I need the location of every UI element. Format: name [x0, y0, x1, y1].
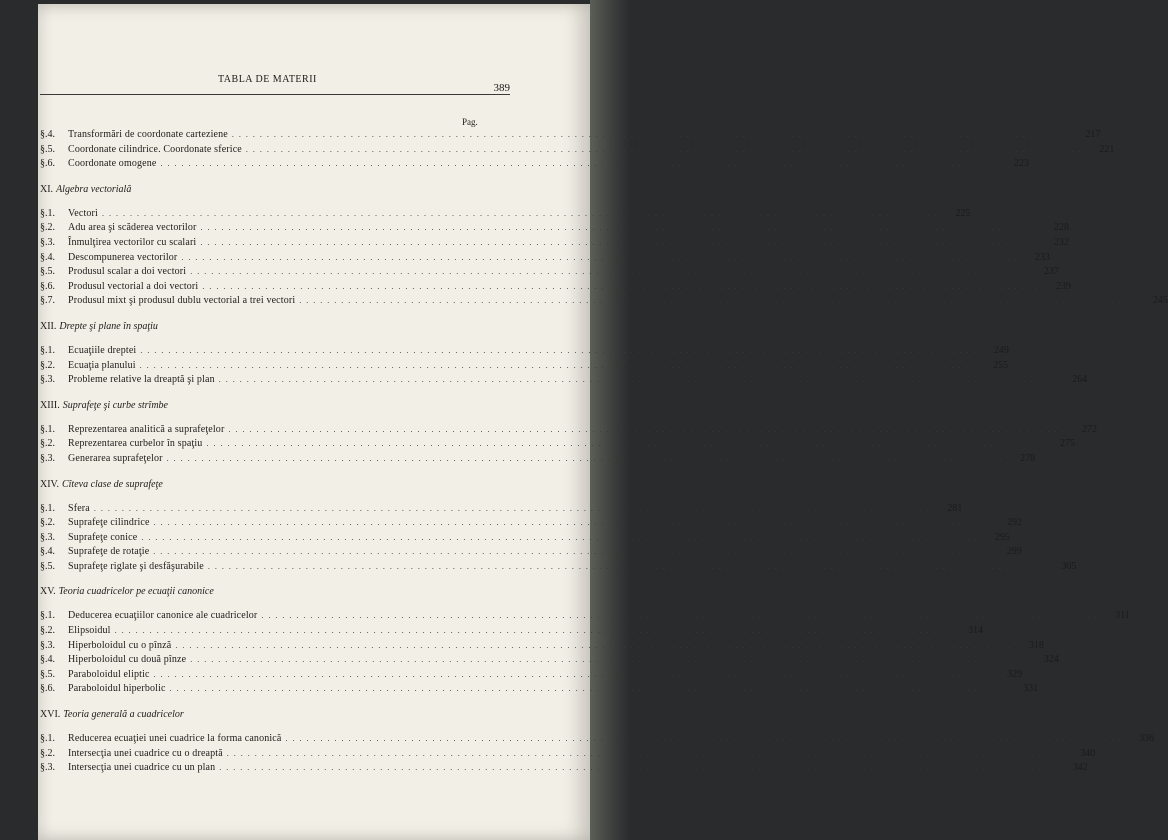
section-title: Adu area şi scăderea vectorilor: [68, 222, 197, 234]
section-title: Deducerea ecuaţiilor canonice ale cuadricelor: [68, 610, 258, 622]
section-page: 237: [1043, 266, 1059, 278]
dot-leader: . . . . . . . . . . . . . . . . . . . . . . . . . . . . . . . . . . . . . . . . . . . . . . . . . . . . . . . . . . . . . . . . . . . . . . . . . . . . . . . . . . . . . . . . . . . . . . . . . . . . . . . . . . . . . . . . . . . . . . . .: [190, 267, 1027, 277]
toc-entry: [40, 373, 1088, 388]
section-page: 336: [1139, 733, 1154, 745]
chapter-heading: [40, 319, 512, 335]
toc-entry: [40, 157, 1030, 172]
section-page: 281: [947, 502, 963, 514]
section-number: §.5.: [40, 143, 55, 155]
dot-leader: . . . . . . . . . . . . . . . . . . . . . . . . . . . . . . . . . . . . . . . . . . . . . . . . . . . . . . . . . . . . . . . . . . . . . . . . . . . . . . . . . . . . . . . . . . . . . . . . . . . . . . . . . . . . . . . . . . . . . . . .: [200, 223, 1037, 233]
chapter-number: XVI.: [40, 709, 61, 721]
toc-entry: [40, 143, 1115, 158]
dot-leader: . . . . . . . . . . . . . . . . . . . . . . . . . . . . . . . . . . . . . . . . . . . . . . . . . . . . . . . . . . . . . . . . . . . . . . . . . . . . . . . . . . . . . . . . . . . . . . . . . . . . . . . . . . . . . . . . . . . . . . . .: [166, 453, 1004, 463]
section-page: 225: [955, 207, 971, 219]
toc-entry: [40, 423, 1097, 438]
section-number: §.4.: [40, 546, 55, 558]
section-title: Sfera: [68, 502, 90, 514]
section-page: 314: [968, 625, 984, 637]
toc-entry: [40, 624, 984, 639]
section-title: Vectori: [68, 207, 98, 219]
section-title: Ecuaţia planului: [68, 359, 136, 371]
section-title: Hiperboloidul cu o pînză: [68, 639, 172, 651]
chapter-heading: [40, 398, 512, 414]
section-title: Hiperboloidul cu două pînze: [68, 654, 187, 666]
dot-leader: . . . . . . . . . . . . . . . . . . . . . . . . . . . . . . . . . . . . . . . . . . . . . . . . . . . . . . . . . . . . . . . . . . . . . . . . . . . . . . . . . . . . . . . . . . . . . . . . . . . . . . . . . . . . . . . . . . . . . . . .: [101, 208, 939, 218]
section-title: Elipsoidul: [68, 625, 111, 637]
section-title: Reprezentarea curbelor în spaţiu: [68, 438, 203, 450]
section-title: Produsul scalar a doi vectori: [68, 266, 187, 278]
section-page: 272: [1081, 423, 1097, 435]
toc-entry: [40, 747, 1096, 762]
section-number: §.2.: [40, 625, 55, 637]
section-page: 278: [1020, 452, 1036, 464]
section-page: 232: [1053, 236, 1069, 248]
dot-leader: . . . . . . . . . . . . . . . . . . . . . . . . . . . . . . . . . . . . . . . . . . . . . . . . . . . . . . . . . . . . . . . . . . . . . . . . . . . . . . . . . . . . . . . . . . . . . . . . . . . . . . . . . . . . . . . . . . . . . . . .: [140, 345, 977, 355]
section-number: §.2.: [40, 359, 55, 371]
section-title: Intersecţia unei cuadrice cu o dreaptă: [68, 747, 223, 759]
toc-entry: [40, 128, 1101, 143]
toc-entry: [40, 280, 1071, 295]
section-title: Paraboloidul hiperbolic: [68, 683, 166, 695]
dot-leader: . . . . . . . . . . . . . . . . . . . . . . . . . . . . . . . . . . . . . . . . . . . . . . . . . . . . . . . . . . . . . . . . . . . . . . . . . . . . . . . . . . . . . . . . . . . . . . . . . . . . . . . . . . . . . . . . . . . . . . . .: [141, 532, 978, 542]
section-title: Intersecţia unei cuadrice cu un plan: [68, 762, 216, 774]
section-title: Coordonate cilindrice. Coordonate sferice: [68, 143, 242, 155]
dot-leader: . . . . . . . . . . . . . . . . . . . . . . . . . . . . . . . . . . . . . . . . . . . . . . . . . . . . . . . . . . . . . . . . . . . . . . . . . . . . . . . . . . . . . . . . . . . . . . . . . . . . . . . . . . . . . . . . . . . . . . . .: [285, 734, 1122, 744]
section-title: Reducerea ecuaţiei unei cuadrice la forma canonică: [68, 733, 282, 745]
section-title: Probleme relative la dreaptă şi plan: [68, 374, 215, 386]
section-number: §.4.: [40, 251, 55, 263]
section-number: §.6.: [40, 683, 55, 695]
section-number: §.5.: [40, 560, 55, 572]
dot-leader: . . . . . . . . . . . . . . . . . . . . . . . . . . . . . . . . . . . . . . . . . . . . . . . . . . . . . . . . . . . . . . . . . . . . . . . . . . . . . . . . . . . . . . . . . . . . . . . . . . . . . . . . . . . . . . . . . . . . . . . .: [153, 547, 990, 557]
chapter-number: XIII.: [40, 399, 60, 411]
section-page: 299: [1006, 546, 1022, 558]
toc-entry: [40, 560, 1077, 575]
toc-entry: [40, 452, 1036, 467]
section-page: 255: [993, 359, 1009, 371]
section-page: 340: [1080, 747, 1096, 759]
dot-leader: . . . . . . . . . . . . . . . . . . . . . . . . . . . . . . . . . . . . . . . . . . . . . . . . . . . . . . . . . . . . . . . . . . . . . . . . . . . . . . . . . . . . . . . . . . . . . . . . . . . . . . . . . . . . . . . . . . . . . . . .: [226, 748, 1064, 758]
section-page: 233: [1034, 251, 1050, 263]
toc-entry: [40, 251, 1050, 266]
section-page: 275: [1059, 438, 1075, 450]
section-title: Ecuaţiile dreptei: [68, 344, 137, 356]
chapter-title: Algebra vectorială: [56, 183, 132, 195]
section-page: 217: [1085, 129, 1101, 140]
section-page: 221: [1099, 143, 1115, 155]
dot-leader: . . . . . . . . . . . . . . . . . . . . . . . . . . . . . . . . . . . . . . . . . . . . . . . . . . . . . . . . . . . . . . . . . . . . . . . . . . . . . . . . . . . . . . . . . . . . . . . . . . . . . . . . . . . . . . . . . . . . . . . .: [261, 611, 1098, 621]
section-number: §.6.: [40, 280, 55, 292]
section-title: Generarea suprafeţelor: [68, 452, 163, 464]
toc-entry: [40, 437, 1075, 452]
section-page: 223: [1014, 158, 1030, 170]
toc-entry: [40, 531, 1010, 546]
toc-entry: [40, 609, 1130, 624]
section-number: §.3.: [40, 452, 55, 464]
dot-leader: . . . . . . . . . . . . . . . . . . . . . . . . . . . . . . . . . . . . . . . . . . . . . . . . . . . . . . . . . . . . . . . . . . . . . . . . . . . . . . . . . . . . . . . . . . . . . . . . . . . . . . . . . . . . . . . . . . . . . . . .: [200, 237, 1037, 247]
page-column-label: Pag.: [462, 117, 478, 127]
section-number: §.3.: [40, 531, 55, 543]
section-page: 228: [1053, 222, 1069, 234]
dot-leader: . . . . . . . . . . . . . . . . . . . . . . . . . . . . . . . . . . . . . . . . . . . . . . . . . . . . . . . . . . . . . . . . . . . . . . . . . . . . . . . . . . . . . . . . . . . . . . . . . . . . . . . . . . . . . . . . . . . . . . . .: [299, 296, 1136, 306]
section-title: Suprafeţe riglate şi desfăşurabile: [68, 560, 204, 572]
toc-entry: [40, 761, 1088, 776]
dot-leader: . . . . . . . . . . . . . . . . . . . . . . . . . . . . . . . . . . . . . . . . . . . . . . . . . . . . . . . . . . . . . . . . . . . . . . . . . . . . . . . . . . . . . . . . . . . . . . . . . . . . . . . . . . . . . . . . . . . . . . . .: [190, 655, 1027, 665]
toc-entry: [40, 265, 1059, 280]
dot-leader: . . . . . . . . . . . . . . . . . . . . . . . . . . . . . . . . . . . . . . . . . . . . . . . . . . . . . . . . . . . . . . . . . . . . . . . . . . . . . . . . . . . . . . . . . . . . . . . . . . . . . . . . . . . . . . . . . . . . . . . .: [93, 503, 931, 513]
toc-entry: [40, 502, 963, 517]
toc-entry: [40, 668, 1023, 683]
chapter-title: Teoria cuadricelor pe ecuaţii canonice: [58, 586, 214, 598]
section-page: 329: [1007, 668, 1023, 680]
section-page: 249: [993, 344, 1009, 356]
dot-leader: . . . . . . . . . . . . . . . . . . . . . . . . . . . . . . . . . . . . . . . . . . . . . . . . . . . . . . . . . . . . . . . . . . . . . . . . . . . . . . . . . . . . . . . . . . . . . . . . . . . . . . . . . . . . . . . . . . . . . . . .: [169, 684, 1007, 694]
running-title: TABLA DE MATERII: [218, 74, 317, 85]
toc-entry: [40, 359, 1009, 374]
dot-leader: . . . . . . . . . . . . . . . . . . . . . . . . . . . . . . . . . . . . . . . . . . . . . . . . . . . . . . . . . . . . . . . . . . . . . . . . . . . . . . . . . . . . . . . . . . . . . . . . . . . . . . . . . . . . . . . . . . . . . . . .: [202, 281, 1039, 291]
section-title: Suprafeţe cilindrice: [68, 517, 150, 529]
section-title: Coordonate omogene: [68, 158, 157, 170]
toc-entry: [40, 294, 1168, 309]
chapter-heading: [40, 477, 512, 493]
section-number: §.1.: [40, 423, 55, 435]
section-page: 245: [1152, 295, 1168, 307]
section-page: 331: [1023, 683, 1039, 695]
section-page: 264: [1072, 374, 1088, 386]
dot-leader: . . . . . . . . . . . . . . . . . . . . . . . . . . . . . . . . . . . . . . . . . . . . . . . . . . . . . . . . . . . . . . . . . . . . . . . . . . . . . . . . . . . . . . . . . . . . . . . . . . . . . . . . . . . . . . . . . . . . . . . .: [228, 424, 1065, 434]
toc-entry: [40, 516, 1023, 531]
section-number: §.6.: [40, 158, 55, 170]
page-number: 389: [493, 82, 510, 94]
toc-entry: [40, 221, 1069, 236]
section-number: §.2.: [40, 222, 55, 234]
section-page: 318: [1028, 639, 1044, 651]
section-title: Suprafeţe conice: [68, 531, 138, 543]
section-number: §.5.: [40, 668, 55, 680]
section-number: §.3.: [40, 236, 55, 248]
book-edge: [590, 0, 630, 840]
dot-leader: . . . . . . . . . . . . . . . . . . . . . . . . . . . . . . . . . . . . . . . . . . . . . . . . . . . . . . . . . . . . . . . . . . . . . . . . . . . . . . . . . . . . . . . . . . . . . . . . . . . . . . . . . . . . . . . . . . . . . . . .: [207, 561, 1045, 571]
section-number: §.2.: [40, 747, 55, 759]
section-number: §.3.: [40, 374, 55, 386]
section-title: Produsul vectorial a doi vectori: [68, 280, 199, 292]
section-number: §.2.: [40, 517, 55, 529]
toc-entry: [40, 344, 1009, 359]
chapter-title: Drepte şi plane în spaţiu: [59, 320, 158, 332]
section-number: §.1.: [40, 207, 55, 219]
section-title: Reprezentarea analitică a suprafeţelor: [68, 423, 225, 435]
toc-entry: [40, 545, 1022, 560]
chapter-number: XIV.: [40, 478, 59, 490]
chapter-title: Teoria generală a cuadricelor: [63, 709, 184, 721]
chapter-heading: [40, 707, 512, 723]
section-number: §.4.: [40, 129, 55, 140]
dot-leader: . . . . . . . . . . . . . . . . . . . . . . . . . . . . . . . . . . . . . . . . . . . . . . . . . . . . . . . . . . . . . . . . . . . . . . . . . . . . . . . . . . . . . . . . . . . . . . . . . . . . . . . . . . . . . . . . . . . . . . . .: [245, 144, 1083, 154]
chapter-number: XV.: [40, 586, 56, 598]
section-page: 311: [1115, 610, 1130, 622]
section-title: Produsul mixt şi produsul dublu vectorial a trei vectori: [68, 295, 296, 307]
section-number: §.4.: [40, 654, 55, 666]
toc-entry: [40, 653, 1059, 668]
chapter-number: XI.: [40, 183, 54, 195]
section-title: Transformări de coordonate carteziene: [68, 129, 228, 140]
table-of-contents: [40, 128, 1168, 776]
chapter-title: Suprafeţe şi curbe strîmbe: [62, 399, 168, 411]
section-number: §.1.: [40, 502, 55, 514]
dot-leader: . . . . . . . . . . . . . . . . . . . . . . . . . . . . . . . . . . . . . . . . . . . . . . . . . . . . . . . . . . . . . . . . . . . . . . . . . . . . . . . . . . . . . . . . . . . . . . . . . . . . . . . . . . . . . . . . . . . . . . . .: [181, 252, 1018, 262]
dot-leader: . . . . . . . . . . . . . . . . . . . . . . . . . . . . . . . . . . . . . . . . . . . . . . . . . . . . . . . . . . . . . . . . . . . . . . . . . . . . . . . . . . . . . . . . . . . . . . . . . . . . . . . . . . . . . . . . . . . . . . . .: [160, 159, 998, 169]
section-page: 239: [1055, 280, 1071, 292]
toc-entry: [40, 207, 971, 222]
running-header: [40, 72, 510, 95]
chapter-number: XII.: [40, 320, 57, 332]
section-number: §.3.: [40, 762, 55, 774]
section-title: Suprafeţe de rotaţie: [68, 546, 150, 558]
section-title: Înmulţirea vectorilor cu scalari: [68, 236, 197, 248]
dot-leader: . . . . . . . . . . . . . . . . . . . . . . . . . . . . . . . . . . . . . . . . . . . . . . . . . . . . . . . . . . . . . . . . . . . . . . . . . . . . . . . . . . . . . . . . . . . . . . . . . . . . . . . . . . . . . . . . . . . . . . . .: [219, 763, 1056, 773]
dot-leader: . . . . . . . . . . . . . . . . . . . . . . . . . . . . . . . . . . . . . . . . . . . . . . . . . . . . . . . . . . . . . . . . . . . . . . . . . . . . . . . . . . . . . . . . . . . . . . . . . . . . . . . . . . . . . . . . . . . . . . . .: [139, 360, 977, 370]
dot-leader: . . . . . . . . . . . . . . . . . . . . . . . . . . . . . . . . . . . . . . . . . . . . . . . . . . . . . . . . . . . . . . . . . . . . . . . . . . . . . . . . . . . . . . . . . . . . . . . . . . . . . . . . . . . . . . . . . . . . . . . .: [231, 130, 1069, 139]
section-page: 342: [1072, 762, 1088, 774]
section-number: §.5.: [40, 266, 55, 278]
dot-leader: . . . . . . . . . . . . . . . . . . . . . . . . . . . . . . . . . . . . . . . . . . . . . . . . . . . . . . . . . . . . . . . . . . . . . . . . . . . . . . . . . . . . . . . . . . . . . . . . . . . . . . . . . . . . . . . . . . . . . . . .: [114, 626, 952, 636]
chapter-title: Cîteva clase de suprafeţe: [61, 478, 163, 490]
dot-leader: . . . . . . . . . . . . . . . . . . . . . . . . . . . . . . . . . . . . . . . . . . . . . . . . . . . . . . . . . . . . . . . . . . . . . . . . . . . . . . . . . . . . . . . . . . . . . . . . . . . . . . . . . . . . . . . . . . . . . . . .: [206, 439, 1043, 449]
section-number: §.2.: [40, 438, 55, 450]
dot-leader: . . . . . . . . . . . . . . . . . . . . . . . . . . . . . . . . . . . . . . . . . . . . . . . . . . . . . . . . . . . . . . . . . . . . . . . . . . . . . . . . . . . . . . . . . . . . . . . . . . . . . . . . . . . . . . . . . . . . . . . .: [218, 375, 1056, 385]
toc-entry: [40, 639, 1044, 654]
toc-entry: [40, 236, 1069, 251]
section-page: 295: [994, 531, 1010, 543]
toc-entry: [40, 682, 1039, 697]
section-title: Paraboloidul eliptic: [68, 668, 150, 680]
toc-entry: [40, 732, 1154, 747]
section-page: 292: [1007, 517, 1023, 529]
section-page: 305: [1061, 560, 1077, 572]
section-number: §.3.: [40, 639, 55, 651]
dot-leader: . . . . . . . . . . . . . . . . . . . . . . . . . . . . . . . . . . . . . . . . . . . . . . . . . . . . . . . . . . . . . . . . . . . . . . . . . . . . . . . . . . . . . . . . . . . . . . . . . . . . . . . . . . . . . . . . . . . . . . . .: [153, 518, 991, 528]
section-number: §.1.: [40, 610, 55, 622]
dot-leader: . . . . . . . . . . . . . . . . . . . . . . . . . . . . . . . . . . . . . . . . . . . . . . . . . . . . . . . . . . . . . . . . . . . . . . . . . . . . . . . . . . . . . . . . . . . . . . . . . . . . . . . . . . . . . . . . . . . . . . . .: [153, 669, 991, 679]
section-number: §.7.: [40, 295, 55, 307]
chapter-heading: [40, 584, 512, 600]
chapter-heading: [40, 182, 512, 198]
section-page: 324: [1043, 654, 1059, 666]
section-title: Descompunerea vectorilor: [68, 251, 178, 263]
dot-leader: . . . . . . . . . . . . . . . . . . . . . . . . . . . . . . . . . . . . . . . . . . . . . . . . . . . . . . . . . . . . . . . . . . . . . . . . . . . . . . . . . . . . . . . . . . . . . . . . . . . . . . . . . . . . . . . . . . . . . . . .: [175, 640, 1012, 650]
section-number: §.1.: [40, 344, 55, 356]
section-number: §.1.: [40, 733, 55, 745]
